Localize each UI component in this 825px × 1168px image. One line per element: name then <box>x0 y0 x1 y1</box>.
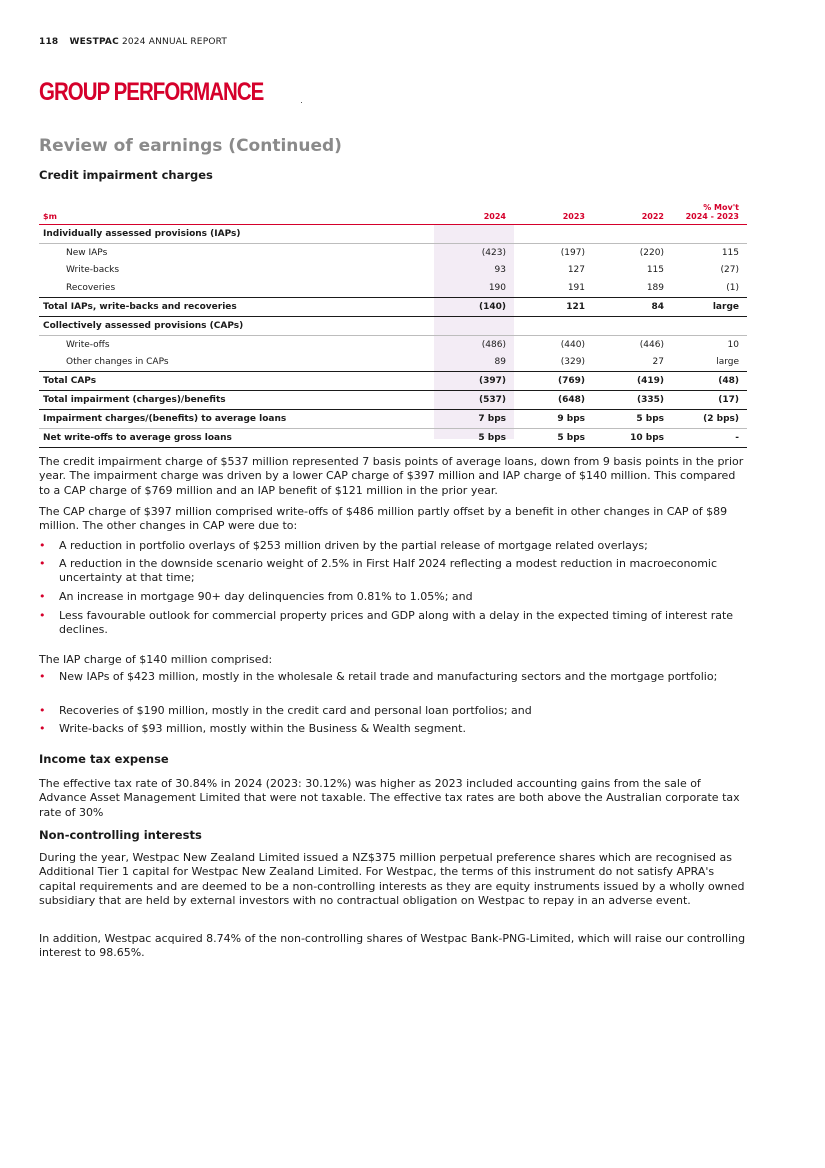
paragraph-income-tax: The effective tax rate of 30.84% in 2024 (2023: 30.12%) was higher as 2023 included accounting gains from the sale of Advance Asset Management Limited that were not taxable. The effective tax rates are both above the Australian corporate tax rate of 30% <box>39 777 740 819</box>
table-row <box>39 279 747 298</box>
cell-2022: (446) <box>639 339 664 350</box>
bullet-marker: • <box>39 609 46 622</box>
paragraph-impairment-summary: The credit impairment charge of $537 million represented 7 basis points of average loans, down from 9 basis points in the prior year. The impairment charge was driven by a lower CAP charge of $397 million and IAP charge of $140 million. This compared to a CAP charge of $769 million and an IAP benefit of $121 million in the prior year. <box>39 455 744 497</box>
bullet-marker: • <box>39 557 46 570</box>
table-row <box>39 262 747 280</box>
cell-movement: (1) <box>726 283 739 294</box>
header-2024: 2024 <box>483 212 506 221</box>
credit-impairment-heading: Credit impairment charges <box>39 168 213 182</box>
cell-2024: (537) <box>478 395 506 406</box>
cell-2022: 27 <box>652 357 664 368</box>
row-label: Net write-offs to average gross loans <box>43 432 232 443</box>
cell-2024: 190 <box>488 283 506 294</box>
row-label: Total impairment (charges)/benefits <box>43 395 226 406</box>
row-label: Individually assessed provisions (IAPs) <box>43 228 241 239</box>
row-label: Write-backs <box>66 265 120 276</box>
header-movement <box>659 203 739 221</box>
cell-2023: (648) <box>557 395 585 406</box>
cell-movement: (17) <box>718 395 739 406</box>
row-label: Impairment charges/(benefits) to average loans <box>43 413 287 424</box>
section-title: GROUP PERFORMANCE <box>39 78 264 106</box>
bullet-marker: • <box>39 539 46 552</box>
cell-movement: (2 bps) <box>703 413 739 424</box>
cell-2023: (769) <box>557 376 585 387</box>
cell-2023: 5 bps <box>557 432 585 443</box>
list-item-text: An increase in mortgage 90+ day delinquencies from 0.81% to 1.05%; and <box>59 590 473 603</box>
table-row-total <box>39 391 747 410</box>
row-label: Total IAPs, write-backs and recoveries <box>43 302 237 313</box>
non-controlling-heading: Non-controlling interests <box>39 828 202 842</box>
list-item-text: Recoveries of $190 million, mostly in the credit card and personal loan portfolios; and <box>59 704 532 717</box>
table-row <box>39 429 747 448</box>
list-item-text: A reduction in portfolio overlays of $253 million driven by the partial release of mortgage related overlays; <box>59 539 648 552</box>
bullet-marker: • <box>39 722 46 735</box>
cell-movement: (48) <box>718 376 739 387</box>
list-item-text: A reduction in the downside scenario weight of 2.5% in First Half 2024 reflecting a modest reduction in macroeconomic uncertainty at that time; <box>59 557 718 585</box>
paragraph-iap-charge: The IAP charge of $140 million comprised: <box>39 653 273 666</box>
header-movement-line2: 2024 - 2023 <box>685 212 739 221</box>
cell-2023: 127 <box>567 265 585 276</box>
table-row-total <box>39 372 747 391</box>
running-head <box>39 37 227 47</box>
table-row <box>39 244 747 262</box>
cell-2024: (397) <box>478 376 506 387</box>
list-item-text: Less favourable outlook for commercial property prices and GDP along with a delay in the expected timing of interest rate declines. <box>59 609 734 637</box>
cell-2022: 5 bps <box>636 413 664 424</box>
bullet-marker: • <box>39 670 46 683</box>
cell-2024: 7 bps <box>478 413 506 424</box>
table-row <box>39 354 747 373</box>
table-row-total <box>39 298 747 317</box>
income-tax-heading: Income tax expense <box>39 752 169 766</box>
paragraph-nci-png: In addition, Westpac acquired 8.74% of the non-controlling shares of Westpac Bank-PNG-Limited, which will raise our controlling interest to 98.65%. <box>39 932 746 960</box>
cell-2023: (440) <box>560 339 585 350</box>
page-subtitle: Review of earnings (Continued) <box>39 136 342 156</box>
list-item-text: New IAPs of $423 million, mostly in the wholesale & retail trade and manufacturing sectors and the mortgage portfolio; <box>59 670 718 683</box>
row-label: Write-offs <box>66 339 110 350</box>
row-label: Other changes in CAPs <box>66 357 169 368</box>
row-label: Recoveries <box>66 283 116 294</box>
cell-2023: 9 bps <box>557 413 585 424</box>
cell-2024: 89 <box>494 357 506 368</box>
cell-2022: (220) <box>639 247 664 258</box>
cell-movement: - <box>735 432 739 443</box>
bullet-marker: • <box>39 704 46 717</box>
cell-2024: (486) <box>481 339 506 350</box>
header-2023: 2023 <box>562 212 585 221</box>
cell-2022: (335) <box>636 395 664 406</box>
page-number: 118 <box>39 37 59 47</box>
header-2022: 2022 <box>641 212 664 221</box>
table-row <box>39 225 747 244</box>
cell-2024: 5 bps <box>478 432 506 443</box>
cell-movement: large <box>716 357 739 368</box>
cell-2022: 84 <box>651 302 664 313</box>
cell-movement: 10 <box>727 339 739 350</box>
cell-2022: 10 bps <box>630 432 664 443</box>
credit-impairment-table <box>39 200 747 448</box>
cell-2022: 115 <box>646 265 664 276</box>
paragraph-cap-charge: The CAP charge of $397 million comprised write-offs of $486 million partly offset by a benefit in other changes in CAP of $89 million. The other changes in CAP were due to: <box>39 505 728 533</box>
row-label: Total CAPs <box>43 376 97 387</box>
cell-movement: (27) <box>720 265 739 276</box>
cell-2022: 189 <box>646 283 664 294</box>
list-item-text: Write-backs of $93 million, mostly within the Business & Wealth segment. <box>59 722 466 735</box>
table-row <box>39 410 747 429</box>
cell-2024: (423) <box>481 247 506 258</box>
row-label: New IAPs <box>66 247 108 258</box>
cell-2023: (197) <box>560 247 585 258</box>
cell-2023: 121 <box>566 302 585 313</box>
table-row <box>39 336 747 354</box>
cell-2023: (329) <box>560 357 585 368</box>
table-row <box>39 317 747 336</box>
cell-2024: 93 <box>494 265 506 276</box>
table-header-row <box>39 200 747 225</box>
header-unit: $m <box>43 212 57 221</box>
cell-movement: large <box>712 302 739 313</box>
cell-2024: (140) <box>478 302 506 313</box>
row-label: Collectively assessed provisions (CAPs) <box>43 320 244 331</box>
cell-2022: (419) <box>636 376 664 387</box>
cell-2023: 191 <box>567 283 585 294</box>
brand-name: WESTPAC <box>69 37 119 47</box>
cell-movement: 115 <box>721 247 739 258</box>
paragraph-nci-preference-shares: During the year, Westpac New Zealand Limited issued a NZ$375 million perpetual preference shares which are recognised as Additional Tier 1 capital for Westpac New Zealand Limited. For Westpac, the terms of this instrument do not satisfy APRA's capital requirements and are deemed to be a non-controlling interests as they are equity instruments issued by a wholly owned subsidiary that are held by external investors with no contractual obligation on Westpac to repay in an adverse event. <box>39 851 745 908</box>
decorative-dot <box>301 102 302 103</box>
header-movement-line1: % Mov't <box>703 203 739 212</box>
report-name: 2024 ANNUAL REPORT <box>121 37 228 47</box>
bullet-marker: • <box>39 590 46 603</box>
